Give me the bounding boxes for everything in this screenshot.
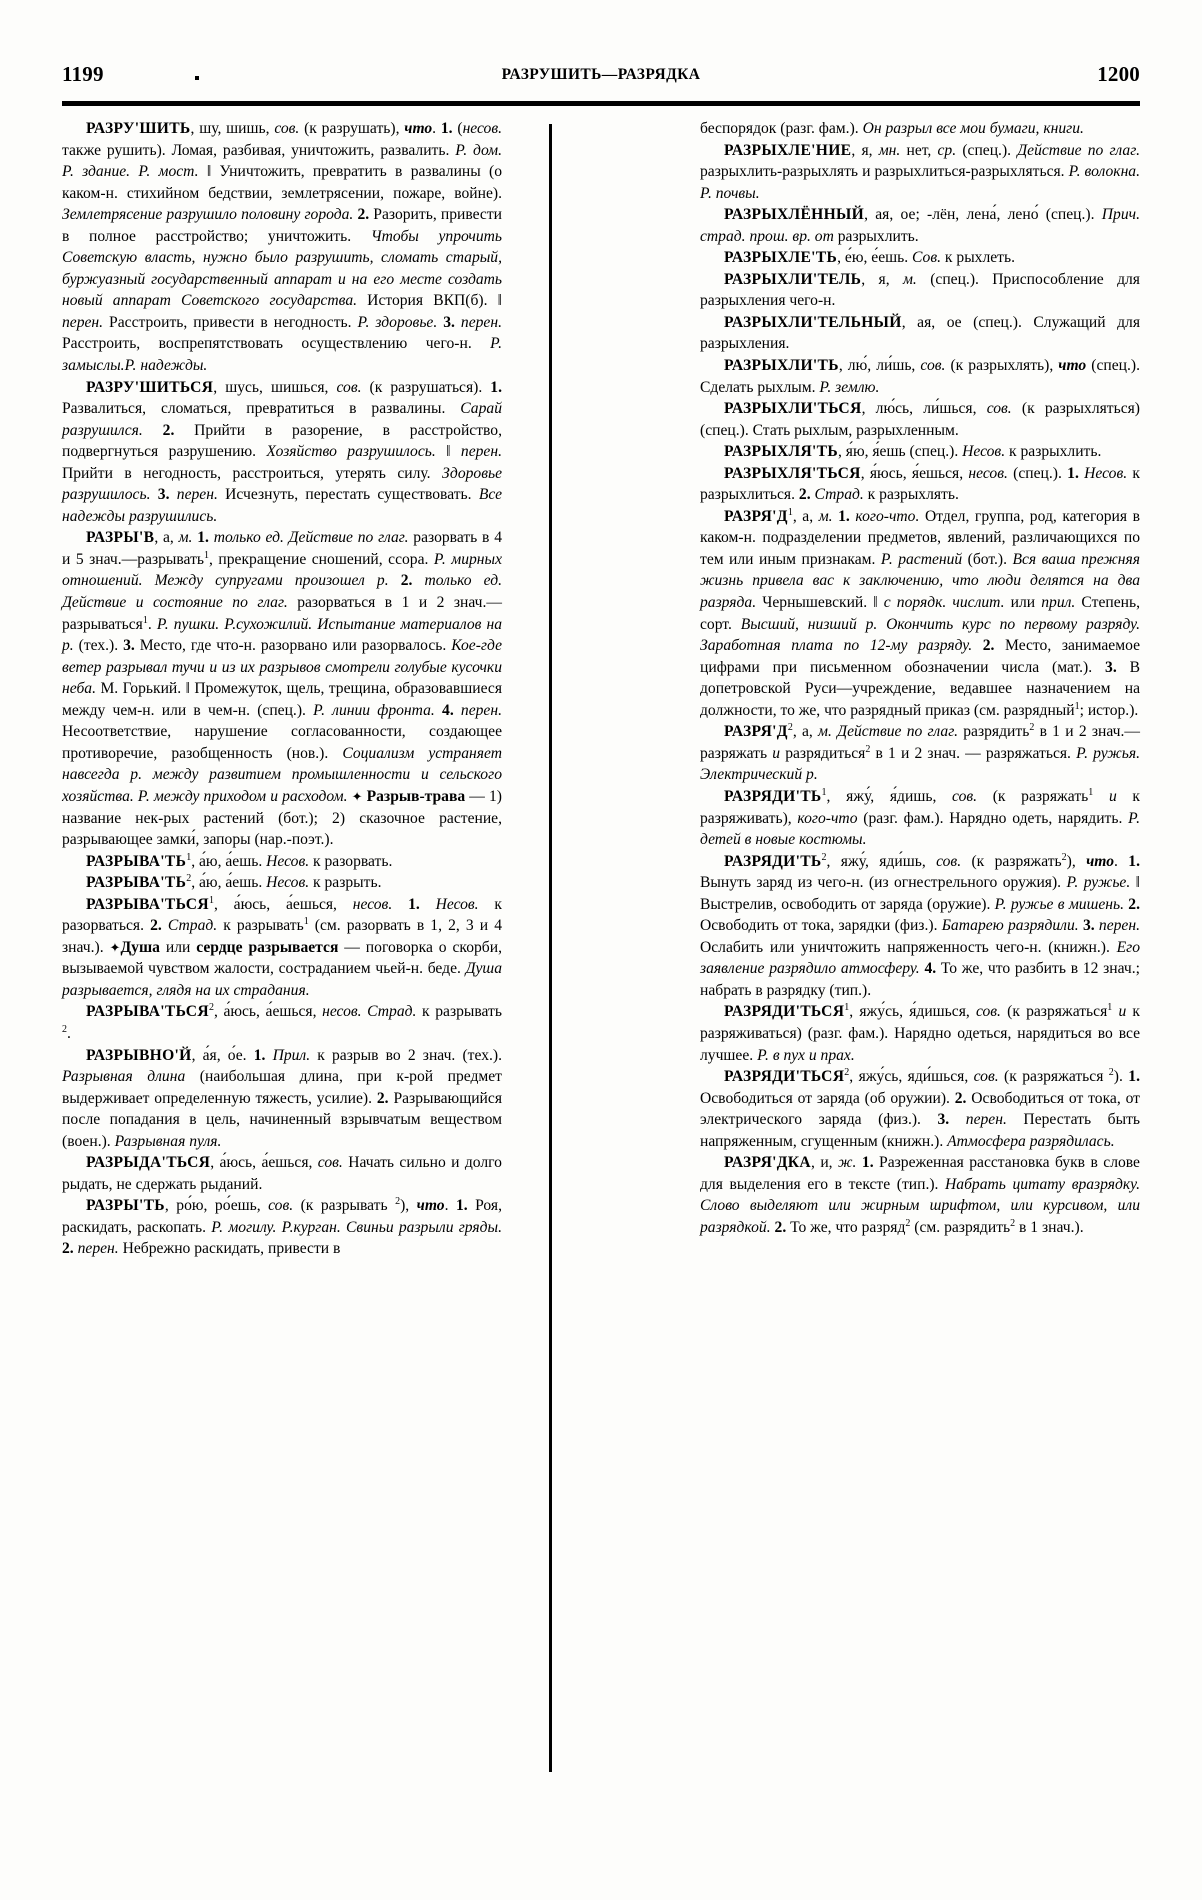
running-head (62, 62, 1140, 102)
folio-left: 1199 (62, 62, 104, 86)
dictionary-entry: РАЗРЫ'В, а, м. 1. только ед. Действие по глаг. разорвать в 4 и 5 знач.—разрывать$^1$, прекращение сношений, ссора. Р. мирных отношений. Между супругами произошел р. 2. только ед. Действие и состояние по глаг. разорваться в 1 и 2 знач.—разрываться$^1$. Р. пушки. Р.сухожилий. Испытание материалов на р. (тех.). 3. Место, где что-н. разорвано или разорвалось. Кое-где ветер разрывал тучи и из их разрывов смотрели голубые кусочки неба. М. Горький. ‖ Промежуток, щель, трещина, образовавшиеся между чем-н. или в чем-н. (спец.). Р. линии фронта. 4. перен. Несоответствие, нарушение согласованности, создающее противоречие, разобщенность (нов.). Социализм устраняет навсегда р. между развитием промышленности и сельского хозяйства. Р. между приходом и расходом. ✦ Разрыв-трава — 1) название нек-рых растений (бот.); 2) сказочное растение, разрывающее замки́, запоры (нар.-поэт.). (62, 529, 503, 849)
dictionary-entry: РАЗРЫХЛЕ'ТЬ, е́ю, е́ешь. Сов. к рыхлеть. (724, 249, 1016, 267)
dictionary-entry: $РАЗРЯДИ'ТЬ^2$, яжу́, яди́шь, сов. (к разряжать$^2$), что. 1. Вынуть заряд из чего-н. (из огнестрельного оружия). Р. ружье. ‖ Выстрелив, освободить от заряда (оружие). Р. ружье в мишень. 2. Освободить от тока, зарядки (физ.). Батарею разрядили. 3. перен. Ослабить или уничтожить напряженность чего-н. (книжн.). Его заявление разрядило атмосферу. 4. То же, что разбить в 12 знач.; набрать в разрядку (тип.). (700, 851, 1141, 999)
dictionary-entry: РАЗРЫХЛИ'ТЕЛЬНЫЙ, ая, ое (спец.). Служащий для разрыхления. (700, 313, 1140, 353)
dictionary-entry: РАЗРЫВА'ТЬСЯ$^2$, а́юсь, а́ешься, несов. Страд. к разрывать $^2$. (62, 1002, 502, 1042)
column-right (700, 118, 1140, 1238)
dictionary-entry: РАЗРЫХЛЯ'ТЬСЯ, я́юсь, я́ешься, несов. (спец.). 1. Несов. к разрыхлиться. 2. Страд. к разрыхлять. (700, 464, 1140, 504)
dictionary-entry: РАЗРЫХЛИ'ТЕЛЬ, я, м. (спец.). Приспособление для разрыхления чего-н. (700, 270, 1140, 310)
dictionary-entry: $РАЗРЫВА'ТЬ^1$, а́ю, а́ешь. Несов. к разорвать. (86, 851, 393, 870)
dictionary-entry: РАЗРЯДИ'ТЬСЯ$^1$, яжу́сь, я́дишься, сов. (к разряжаться$^1$ и к разряживаться) (разг. фам.). Нарядно одеться, нарядиться во все лучшее. Р. в пух и прах. (700, 1002, 1140, 1064)
dictionary-entry: РАЗРЫВНО'Й, а́я, о́е. 1. Прил. к разрыв во 2 знач. (тех.). Разрывная длина (наибольшая длина, при к-рой предмет выдерживает определенную тяжесть, усилие). 2. Разрывающийся после попадания в цель, начиненный взрывчатым веществом (воен.). Разрывная пуля. (62, 1046, 502, 1150)
dictionary-entry: РАЗРУ'ШИТЬ, шу, шишь, сов. (к разрушать), что. 1. (несов. также рушить). Ломая, разбивая, уничтожить, развалить. Р. дом. Р. здание. Р. мост. ‖ Уничтожить, превратить в развалины (о каком-н. стихийном бедствии, землетрясении, пожаре, войне). Землетрясение разрушило половину города. 2. Разорить, привести в полное расстройство; уничтожить. Чтобы упрочить Советскую власть, нужно было разрушить, сломать старый, буржуазный государственный аппарат и на его месте создать новый аппарат Советского государства. История ВКП(б). ‖ перен. Расстроить, привести в негодность. Р. здоровье. 3. перен. Расстроить, воспрепятствовать осуществлению чего-н. Р. замыслы.Р. надежды. (62, 120, 503, 375)
dictionary-entry: РАЗРЫХЛИ'ТЬ, лю́, ли́шь, сов. (к разрыхлять), что (спец.). Сделать рыхлым. Р. землю. (700, 357, 1140, 396)
entry-continuation: беспорядок (разг. фам.). Он разрыл все мои бумаги, книги. (700, 120, 1084, 137)
dictionary-entry: $РАЗРЯ'Д^2$, а, м. Действие по глаг. разрядить$^2$ в 1 и 2 знач.—разряжать и разрядиться$^2$ в 1 и 2 знач. — разряжаться. Р. ружья. Электрический р. (700, 722, 1141, 784)
dictionary-entry: $РАЗРЫВА'ТЬ^2$, а́ю, а́ешь. Несов. к разрыть. (86, 872, 382, 892)
running-title: РАЗРУШИТЬ—РАЗРЯДКА (501, 66, 701, 83)
dictionary-entry: РАЗРЯДИ'ТЬСЯ$^2$, яжу́сь, яди́шься, сов. (к разряжаться $^2$). 1. Освободиться от заряда (об оружии). 2. Освободиться от тока, от электрического заряда (физ.). 3. перен. Перестать быть напряженным, сгущенным (книжн.). Атмосфера разрядилась. (700, 1066, 1140, 1150)
dictionary-entry: РАЗРЫ'ТЬ, ро́ю, ро́ешь, сов. (к разрывать $^2$), что. 1. Роя, раскидать, раскопать. Р. могилу. Р.курган. Свиньи разрыли гряды. 2. перен. Небрежно раскидать, привести в (62, 1196, 503, 1258)
dictionary-entry: РАЗРЫДА'ТЬСЯ, а́юсь, а́ешься, сов. Начать сильно и долго рыдать, не сдержать рыданий. (62, 1154, 502, 1193)
dictionary-entry: РАЗРЫХЛЁННЫЙ, ая, ое; -лён, лена́, лено́ (спец.). Прич. страд. прош. вр. от разрыхлить. (700, 206, 1140, 245)
dictionary-entry: РАЗРЫХЛИ'ТЬСЯ, лю́сь, ли́шься, сов. (к разрыхляться) (спец.). Стать рыхлым, разрыхленным. (700, 400, 1140, 439)
header-rule (62, 101, 1140, 106)
dictionary-entry: $РАЗРЯДИ'ТЬ^1$, яжу́, я́дишь, сов. (к разряжать$^1$ и к разряживать), кого-что (разг. фам.). Нарядно одеть, нарядить. Р. детей в новые костюмы. (700, 786, 1140, 849)
dictionary-entry: РАЗРЫВА'ТЬСЯ$^1$, а́юсь, а́ешься, несов. 1. Несов. к разорваться. 2. Страд. к разрывать$^1$ (см. разорвать в 1, 2, 3 и 4 знач.). ✦Душа или сердце разрывается — поговорка о скорби, вызываемой чувством жалости, состраданием чьей-н. беде. Душа разрывается, глядя на их страдания. (62, 894, 503, 999)
column-left (62, 118, 502, 1260)
dictionary-entry: РАЗРЫХЛЕ'НИЕ, я, мн. нет, ср. (спец.). Действие по глаг. разрыхлить-разрыхлять и разрыхлиться-разрыхляться. Р. волокна. Р. почвы. (700, 141, 1140, 202)
dictionary-entry: РАЗРЯ'ДКА, и, ж. 1. Разреженная расстановка букв в слове для выделения его в тексте (тип.). Набрать цитату вразрядку. Слово выделяют или жирным шрифтом, или курсивом, или разрядкой. 2. То же, что разряд$^2$ (см. разрядить$^2$ в 1 знач.). (700, 1154, 1140, 1236)
column-divider (549, 124, 552, 1772)
dictionary-entry: РАЗРУ'ШИТЬСЯ, шусь, шишься, сов. (к разрушаться). 1. Развалиться, сломаться, превратиться в развалины. Сарай разрушился. 2. Прийти в разорение, в расстройство, подвергнуться разрушению. Хозяйство разрушилось. ‖ перен. Прийти в негодность, расстроиться, утерять силу. Здоровье разрушилось. 3. перен. Исчезнуть, перестать существовать. Все надежды разрушились. (62, 378, 502, 525)
folio-right: 1200 (1097, 62, 1140, 86)
dictionary-entry: РАЗРЫХЛЯ'ТЬ, я́ю, я́ешь (спец.). Несов. к разрыхлить. (724, 443, 1102, 461)
dictionary-entry: $РАЗРЯ'Д^1$, а, м. 1. кого-что. Отдел, группа, род, категория в каком-н. подразделении предметов, явлений, различающихся по тем или иным признакам. Р. растений (бот.). Вся ваша прежняя жизнь привела вас к заключению, что люди делятся на два разряда. Чернышевский. ‖ с порядк. числит. или прил. Степень, сорт. Высший, низший р. Окончить курс по первому разряду. Заработная плата по 12-му разряду. 2. Место, занимаемое цифрами при письменном обозначении числа (мат.). 3. В допетровской Руси—учреждение, ведавшее назначением на должности, то же, что разрядный приказ (см. разрядный$^1$; истор.). (700, 506, 1141, 719)
text-body (62, 118, 1140, 1778)
